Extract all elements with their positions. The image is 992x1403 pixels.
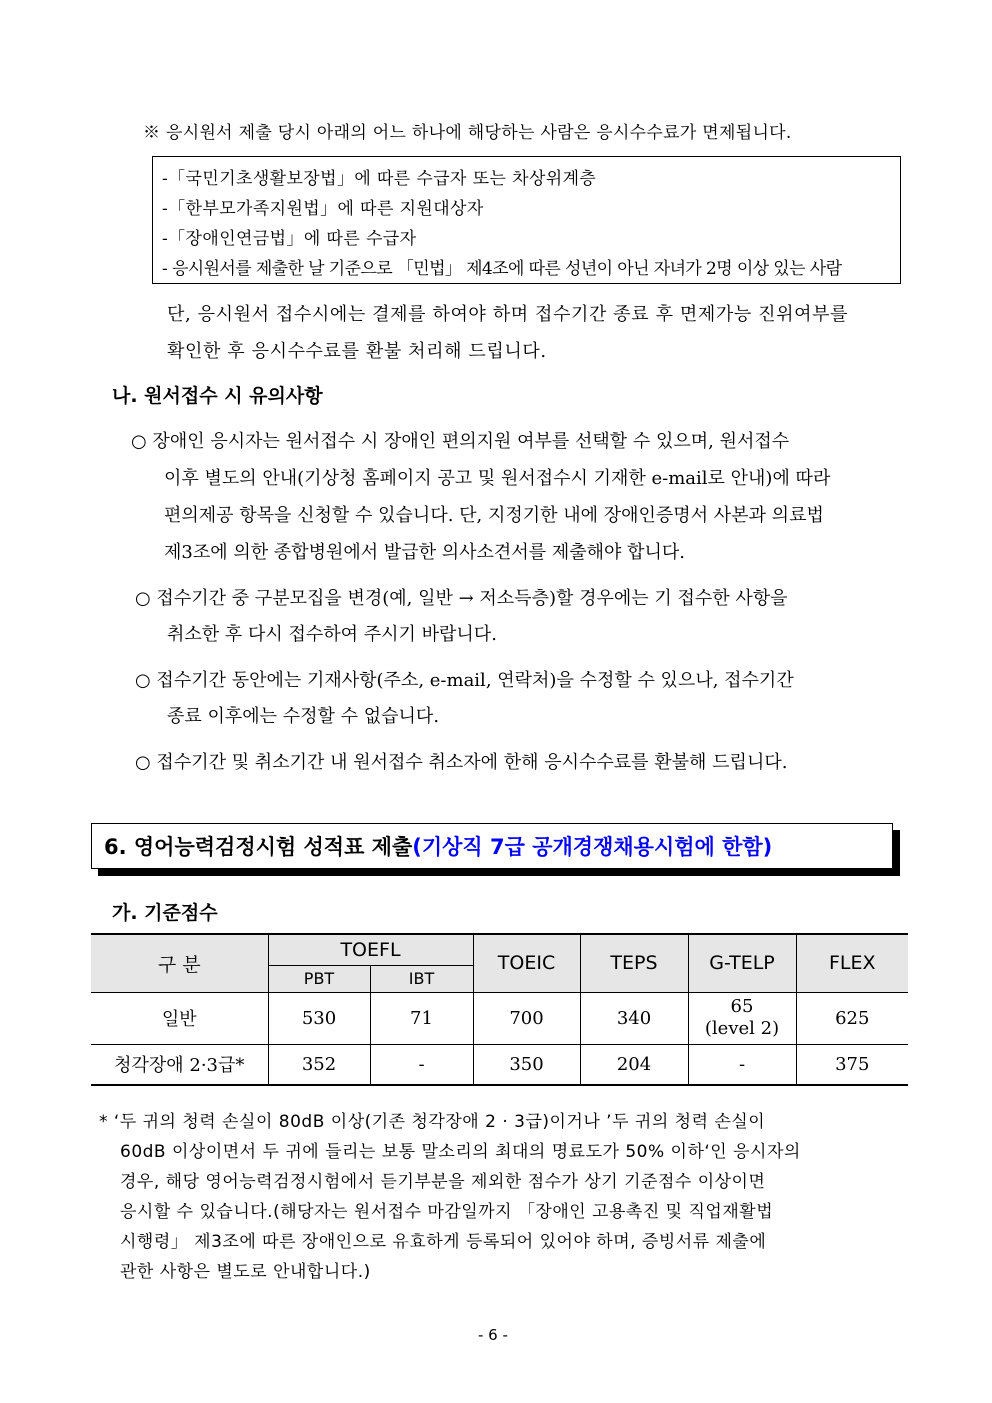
section-6-title-scope: (기상직 7급 공개경쟁채용시험에 한함) [412, 835, 773, 859]
cell-pbt: 530 [268, 992, 370, 1044]
english-score-table [91, 933, 908, 1086]
notice-bullet-line: 종료 이후에는 수정할 수 없습니다. [167, 706, 440, 727]
footnote-line: 시행령」 제3조에 따른 장애인으로 유효하게 등록되어 있어야 하며, 증빙서류 제출에 [120, 1232, 767, 1252]
header-pbt: PBT [268, 965, 370, 992]
footnote-line: * ‘두 귀의 청력 손실이 80dB 이상(기존 청각장애 2 · 3급)이거나 ’두 귀의 청력 손실이 [99, 1112, 766, 1132]
section-6-title-main: 6. 영어능력검정시험 성적표 제출 [104, 835, 413, 859]
cell-gtelp: - [688, 1044, 796, 1085]
refund-note-line: 단, 응시원서 접수시에는 결제를 하여야 하며 접수기간 종료 후 면제가능 진위여부를 [167, 304, 849, 325]
header-teps: TEPS [580, 934, 688, 992]
exemption-criteria-box [152, 156, 901, 284]
cell-ibt: - [370, 1044, 473, 1085]
section-6-title-box [91, 823, 893, 869]
table-row [91, 1044, 908, 1085]
exemption-item: -「국민기초생활보장법」에 따른 수급자 또는 차상위계층 [162, 169, 597, 189]
header-toefl: TOEFL [268, 934, 473, 965]
page-number: - 6 - [478, 1326, 508, 1344]
notice-bullet-line: ○ 접수기간 동안에는 기재사항(주소, e-mail, 연락처)을 수정할 수 있으나, 접수기간 [135, 670, 794, 691]
cell-flex: 375 [796, 1044, 908, 1085]
notice-bullet-line: ○ 접수기간 및 취소기간 내 원서접수 취소자에 한해 응시수수료를 환불해 드립니다. [135, 752, 788, 773]
notice-bullet-line: 이후 별도의 안내(기상청 홈페이지 공고 및 원서접수시 기재한 e-mail로 안내)에 따라 [164, 468, 831, 489]
footnote-line: 60dB 이상이면서 두 귀에 들리는 보통 말소리의 최대의 명료도가 50% 이하‘인 응시자의 [120, 1142, 801, 1162]
notice-bullet-line: 제3조에 의한 종합병원에서 발급한 의사소견서를 제출해야 합니다. [164, 542, 685, 563]
header-toeic: TOEIC [473, 934, 580, 992]
footnote-line: 관한 사항은 별도로 안내합니다.) [120, 1262, 371, 1282]
exemption-item: - 응시원서를 제출한 날 기준으로 「민법」 제4조에 따른 성년이 아닌 자녀가 2명 이상 있는 사람 [162, 259, 842, 279]
cell-toeic: 350 [473, 1044, 580, 1085]
cell-ibt: 71 [370, 992, 473, 1044]
cell-category: 청각장애 2·3급* [91, 1044, 268, 1085]
notice-bullet-line: 편의제공 항목을 신청할 수 있습니다. 단, 지정기한 내에 장애인증명서 사본과 의료법 [164, 505, 824, 526]
cell-gtelp [688, 992, 796, 1044]
header-category: 구 분 [91, 934, 268, 992]
section-6-title [104, 831, 772, 861]
cell-category: 일반 [91, 992, 268, 1044]
table-row [91, 992, 908, 1044]
fee-exemption-note: ※ 응시원서 제출 당시 아래의 어느 하나에 해당하는 사람은 응시수수료가 면제됩니다. [143, 123, 792, 143]
section-heading-application-notes: 나. 원서접수 시 유의사항 [112, 385, 323, 407]
notice-bullet-line: ○ 장애인 응시자는 원서접수 시 장애인 편의지원 여부를 선택할 수 있으며, 원서접수 [131, 431, 790, 452]
cell-teps: 204 [580, 1044, 688, 1085]
cell-teps: 340 [580, 992, 688, 1044]
header-flex: FLEX [796, 934, 908, 992]
cell-gtelp-level: (level 2) [704, 1018, 780, 1039]
footnote-line: 응시할 수 있습니다.(해당자는 원서접수 마감일까지 「장애인 고용촉진 및 직업재활법 [120, 1202, 774, 1222]
notice-bullet-line: ○ 접수기간 중 구분모집을 변경(예, 일반 → 저소득층)할 경우에는 기 접수한 사항을 [135, 588, 788, 609]
header-ibt: IBT [370, 965, 473, 992]
cell-toeic: 700 [473, 992, 580, 1044]
notice-bullet-line: 취소한 후 다시 접수하여 주시기 바랍니다. [167, 624, 497, 645]
exemption-item: -「장애인연금법」에 따른 수급자 [162, 229, 417, 249]
footnote-line: 경우, 해당 영어능력검정시험에서 듣기부분을 제외한 점수가 상기 기준점수 이상이면 [120, 1172, 766, 1192]
cell-pbt: 352 [268, 1044, 370, 1085]
section-heading-baseline-scores: 가. 기준점수 [112, 902, 218, 924]
refund-note-line: 확인한 후 응시수수료를 환불 처리해 드립니다. [167, 341, 547, 362]
header-gtelp: G-TELP [688, 934, 796, 992]
cell-flex: 625 [796, 992, 908, 1044]
exemption-item: -「한부모가족지원법」에 따른 지원대상자 [162, 199, 484, 219]
cell-gtelp-score: 65 [730, 996, 754, 1017]
